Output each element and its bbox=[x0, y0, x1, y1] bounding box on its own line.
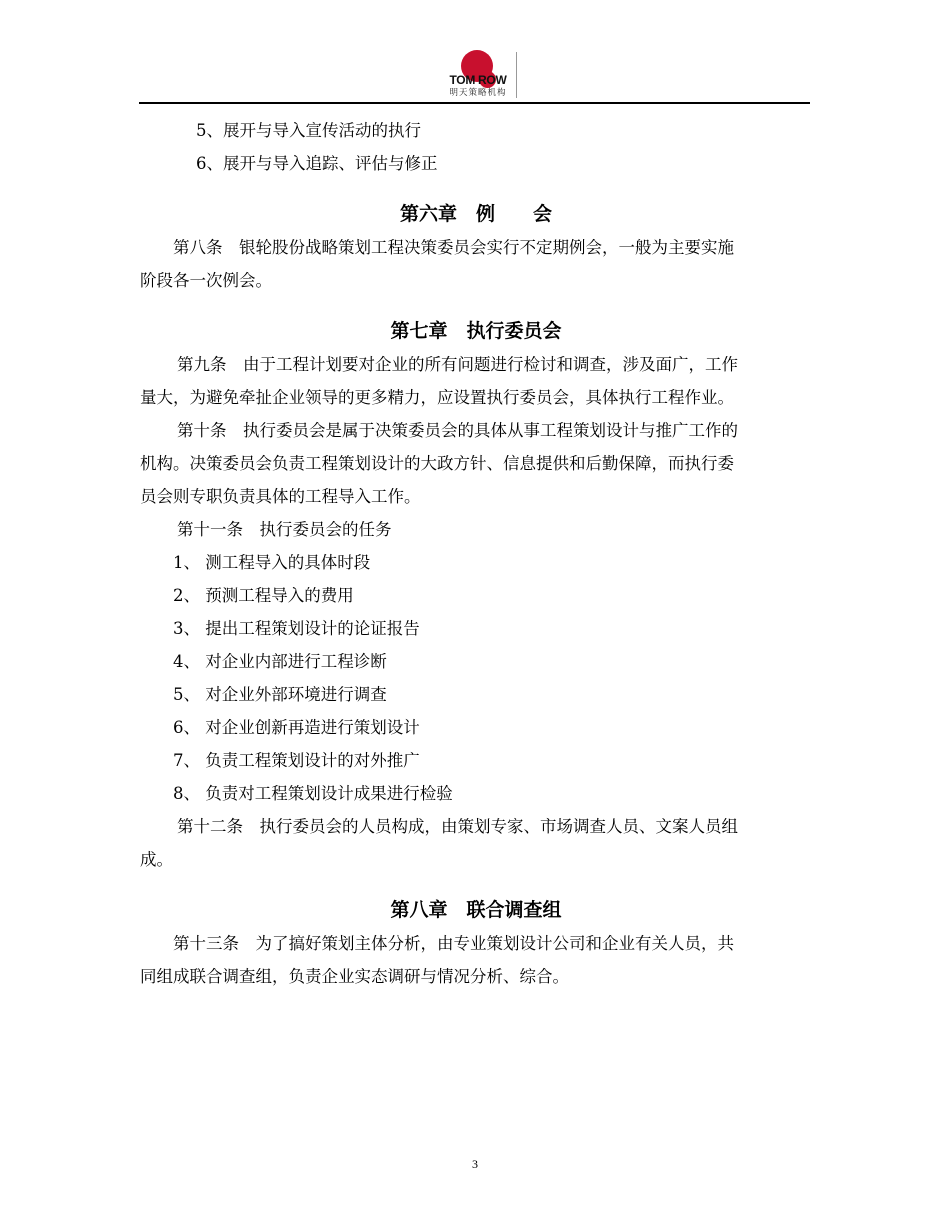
article-13-line: 第十三条 为了搞好策划主体分析，由专业策划设计公司和企业有关人员，共 bbox=[173, 934, 734, 953]
task-item: 5、 对企业外部环境进行调查 bbox=[173, 685, 387, 704]
task-item: 3、 提出工程策划设计的论证报告 bbox=[173, 619, 420, 638]
task-item: 2、 预测工程导入的费用 bbox=[173, 586, 354, 605]
logo-text: TOM ROW bbox=[449, 73, 507, 87]
chapter-6-title: 第六章 例 会 bbox=[399, 203, 552, 225]
article-8-line: 阶段各一次例会。 bbox=[140, 271, 272, 290]
task-item: 1、 测工程导入的具体时段 bbox=[173, 553, 371, 572]
task-item: 6、 对企业创新再造进行策划设计 bbox=[173, 718, 420, 737]
document-body bbox=[140, 114, 812, 993]
article-13-line: 同组成联合调查组，负责企业实态调研与情况分析、综合。 bbox=[140, 967, 569, 986]
article-10-line: 员会则专职负责具体的工程导入工作。 bbox=[140, 487, 421, 506]
chapter-8-title: 第八章 联合调查组 bbox=[390, 899, 562, 921]
article-10-line: 第十条 执行委员会是属于决策委员会的具体从事工程策划设计与推广工作的 bbox=[177, 421, 738, 440]
logo-subtitle: 明天策略机构 bbox=[449, 88, 507, 98]
header-rule bbox=[139, 102, 810, 104]
chapter-7-title: 第七章 执行委员会 bbox=[390, 320, 562, 342]
article-11-title: 第十一条 执行委员会的任务 bbox=[177, 520, 392, 539]
task-item: 7、 负责工程策划设计的对外推广 bbox=[173, 751, 420, 770]
list-item: 5、展开与导入宣传活动的执行 bbox=[196, 121, 421, 140]
page-number: 3 bbox=[472, 1157, 478, 1171]
task-item: 8、 负责对工程策划设计成果进行检验 bbox=[173, 784, 453, 803]
company-logo bbox=[436, 50, 520, 102]
article-9-line: 第九条 由于工程计划要对企业的所有问题进行检讨和调查，涉及面广，工作 bbox=[177, 355, 738, 374]
task-item: 4、 对企业内部进行工程诊断 bbox=[173, 652, 387, 671]
article-9-line: 量大，为避免牵扯企业领导的更多精力，应设置执行委员会，具体执行工程作业。 bbox=[140, 388, 734, 407]
list-item: 6、展开与导入追踪、评估与修正 bbox=[196, 154, 438, 173]
article-10-line: 机构。决策委员会负责工程策划设计的大政方针、信息提供和后勤保障，而执行委 bbox=[140, 454, 734, 473]
logo-divider bbox=[516, 52, 517, 98]
article-12-line: 成。 bbox=[140, 850, 173, 869]
article-12-line: 第十二条 执行委员会的人员构成，由策划专家、市场调查人员、文案人员组 bbox=[177, 817, 738, 836]
article-8-line: 第八条 银轮股份战略策划工程决策委员会实行不定期例会，一般为主要实施 bbox=[173, 238, 734, 257]
